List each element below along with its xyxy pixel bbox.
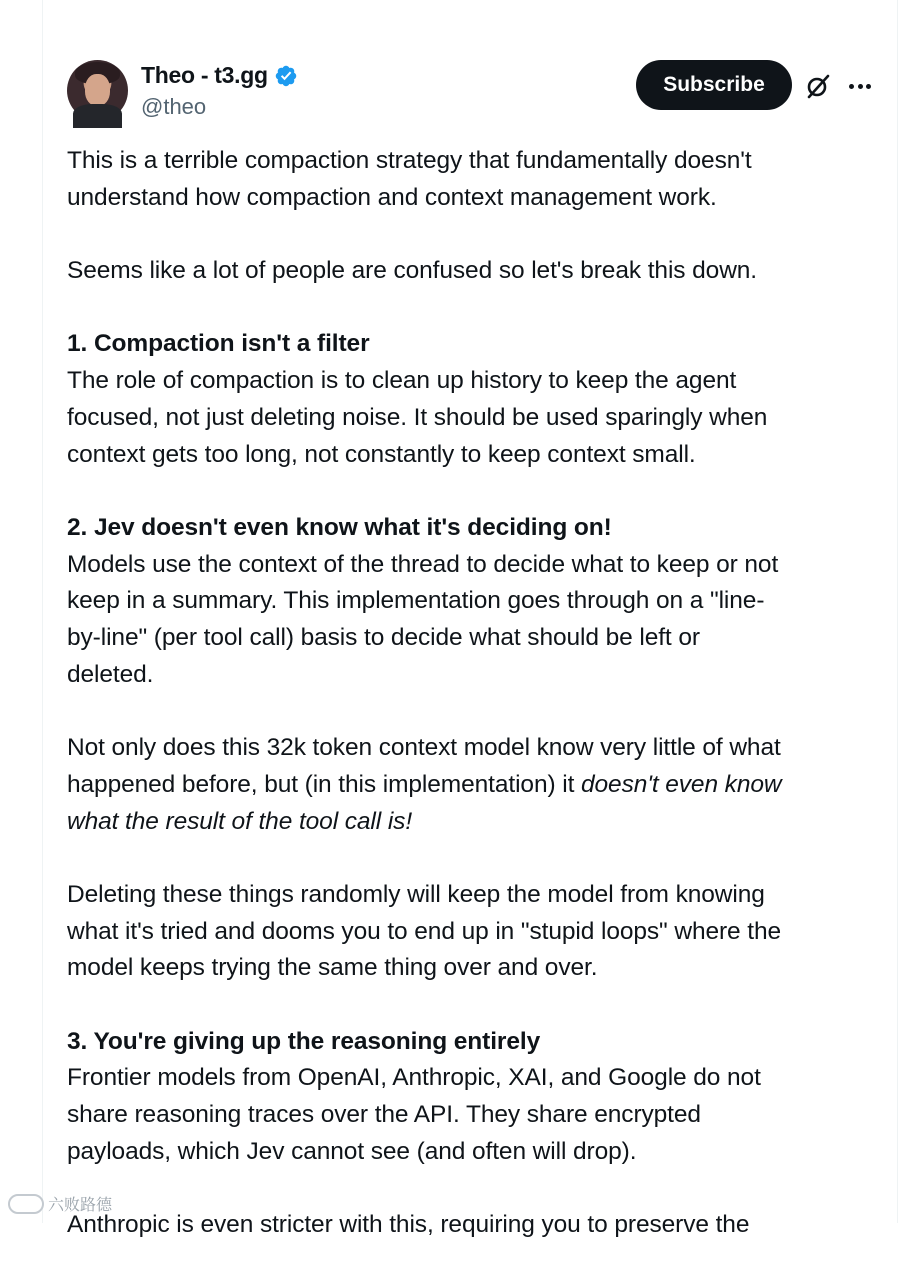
avatar[interactable] [67, 60, 128, 121]
author-display-name[interactable]: Theo - t3.gg [141, 62, 268, 88]
tweet-line: Not only does this 32k token context model know very little of what [67, 734, 781, 762]
tweet-line: The role of compaction is to clean up history to keep the agent [67, 367, 737, 395]
italic-text: doesn't even know [581, 770, 782, 798]
point2-paragraph2 [67, 730, 877, 840]
more-horizontal-icon[interactable] [846, 72, 874, 100]
author-name-row[interactable] [141, 62, 298, 89]
author-handle[interactable]: @theo [141, 94, 207, 119]
point2-section [67, 510, 877, 694]
point2-paragraph3 [67, 877, 877, 987]
plain-text: happened before, but (in this implementation) it [67, 770, 581, 798]
tweet-line: focused, not just deleting noise. It should be used sparingly when [67, 403, 768, 431]
tweet-line: context gets too long, not constantly to keep context small. [67, 440, 696, 468]
tweet-line-mixed [67, 767, 877, 804]
italic-text: what the result of the tool call is! [67, 807, 413, 835]
tweet-line: Seems like a lot of people are confused so let's break this down. [67, 257, 758, 285]
verified-badge-icon [274, 64, 298, 88]
watermark-text: 六败路德 [48, 1197, 113, 1214]
watermark-logo-icon [8, 1194, 44, 1214]
section-heading: 1. Compaction isn't a filter [67, 330, 370, 358]
tweet-line: Deleting these things randomly will keep the model from knowing [67, 880, 765, 908]
tweet-line: deleted. [67, 660, 154, 688]
tweet-line: what it's tried and dooms you to end up in "stupid loops" where the [67, 917, 782, 945]
section-heading: 2. Jev doesn't even know what it's deciding on! [67, 513, 612, 541]
point3-cutoff [67, 1207, 877, 1244]
setup-paragraph [67, 253, 877, 290]
watermark [8, 1192, 112, 1215]
grok-slash-icon[interactable] [804, 72, 832, 100]
tweet-line: This is a terrible compaction strategy that fundamentally doesn't [67, 147, 752, 174]
tweet-line: Models use the context of the thread to decide what to keep or not [67, 550, 779, 578]
subscribe-button[interactable]: Subscribe [636, 60, 792, 110]
section-heading: 3. You're giving up the reasoning entirely [67, 1027, 541, 1055]
tweet-line: keep in a summary. This implementation goes through on a "line- [67, 587, 765, 615]
point1-section [67, 326, 877, 473]
intro-paragraph [67, 143, 877, 216]
tweet-line: Anthropic is even stricter with this, requiring you to preserve the [67, 1211, 750, 1239]
tweet-line: model keeps trying the same thing over and over. [67, 954, 598, 982]
tweet-line: by-line" (per tool call) basis to decide what should be left or [67, 624, 700, 652]
tweet-header [67, 60, 877, 124]
tweet-line: Frontier models from OpenAI, Anthropic, XAI, and Google do not [67, 1064, 761, 1092]
timeline-right-border [897, 0, 898, 1223]
tweet-text [67, 143, 877, 1281]
timeline-left-border [42, 0, 43, 1223]
point3-section [67, 1024, 877, 1171]
tweet-line: understand how compaction and context management work. [67, 183, 717, 211]
tweet-line: share reasoning traces over the API. They share encrypted [67, 1101, 701, 1129]
tweet-line: payloads, which Jev cannot see (and often will drop). [67, 1137, 637, 1165]
